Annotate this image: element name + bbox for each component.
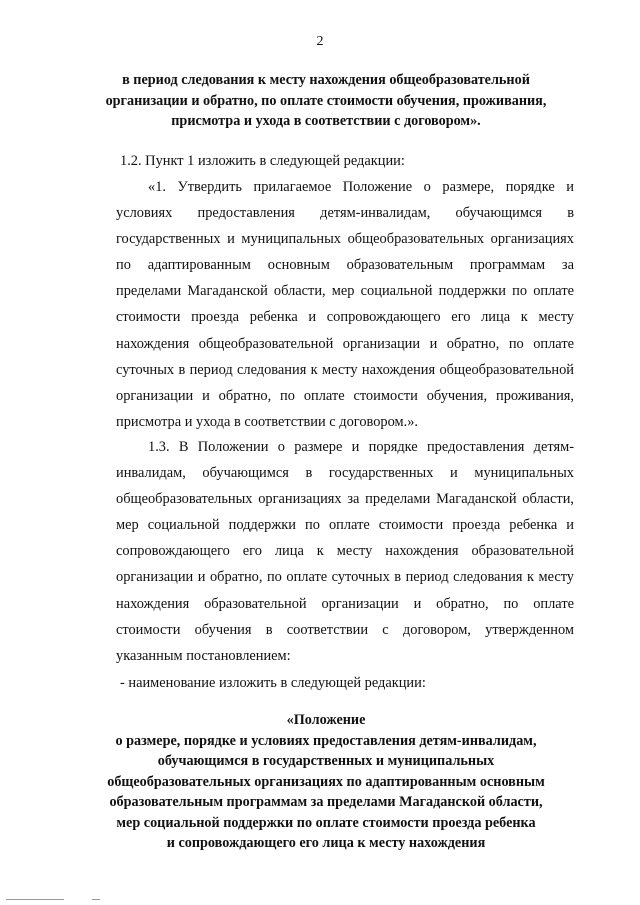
header-line: присмотра и ухода в соответствии с договором». [171,113,481,129]
title-line: о размере, порядке и условиях предоставления детям-инвалидам, [115,732,537,749]
title-line: и сопровождающего его лица к месту нахождения [166,835,486,851]
scan-artifact-line [6,899,64,900]
paragraph-1-3: 1.3. В Положении о размере и порядке предоставления детям-инвалидам, обучающимся в государственных и муниципальных общеобразовательных организациях за пределами Магаданской области, мер социальной поддержки по оплате стоимости проезда ребенка и сопровождающего его лица к месту нахождения образовательной организации и обратно, по оплате суточных в период следования к месту нахождения образовательной организации и обратно, по оплате стоимости обучения в соответствии с договором, утвержденном указанным постановлением: [116,439,574,664]
paragraph-name-change: - наименование изложить в следующей редакции: [120,675,426,691]
header-bold-text [96,70,556,132]
scan-artifact-line [92,899,100,900]
header-line: организации и обратно, по оплате стоимости обучения, проживания, [105,92,547,109]
title-line: мер социальной поддержки по оплате стоимости проезда ребенка [116,814,536,831]
title-line: обучающимся в государственных и муниципальных [157,753,495,769]
header-line: в период следования к месту нахождения общеобразовательной [122,72,530,88]
paragraph-1-quote: «1. Утвердить прилагаемое Положение о размере, порядке и условиях предоставления детям-инвалидам, обучающимся в государственных и муниципальных общеобразовательных организациях по адаптированным основным образовательным программам за пределами Магаданской области, мер социальной поддержки по оплате стоимости проезда ребенка и сопровождающего его лица к месту нахождения общеобразовательной организации и обратно, по оплате суточных в период следования к месту нахождения общеобразовательной организации и обратно, по оплате стоимости обучения, проживания, присмотра и ухода в соответствии с договором.». [116,179,574,430]
regulation-title-block [96,710,556,854]
page-number: 2 [316,34,324,49]
title-line: «Положение [286,712,366,728]
paragraph-1-2: 1.2. Пункт 1 изложить в следующей редакции: [120,153,405,169]
title-line: общеобразовательных организациях по адаптированным основным [107,773,545,790]
title-line: образовательным программам за пределами Магаданской области, [109,794,543,810]
